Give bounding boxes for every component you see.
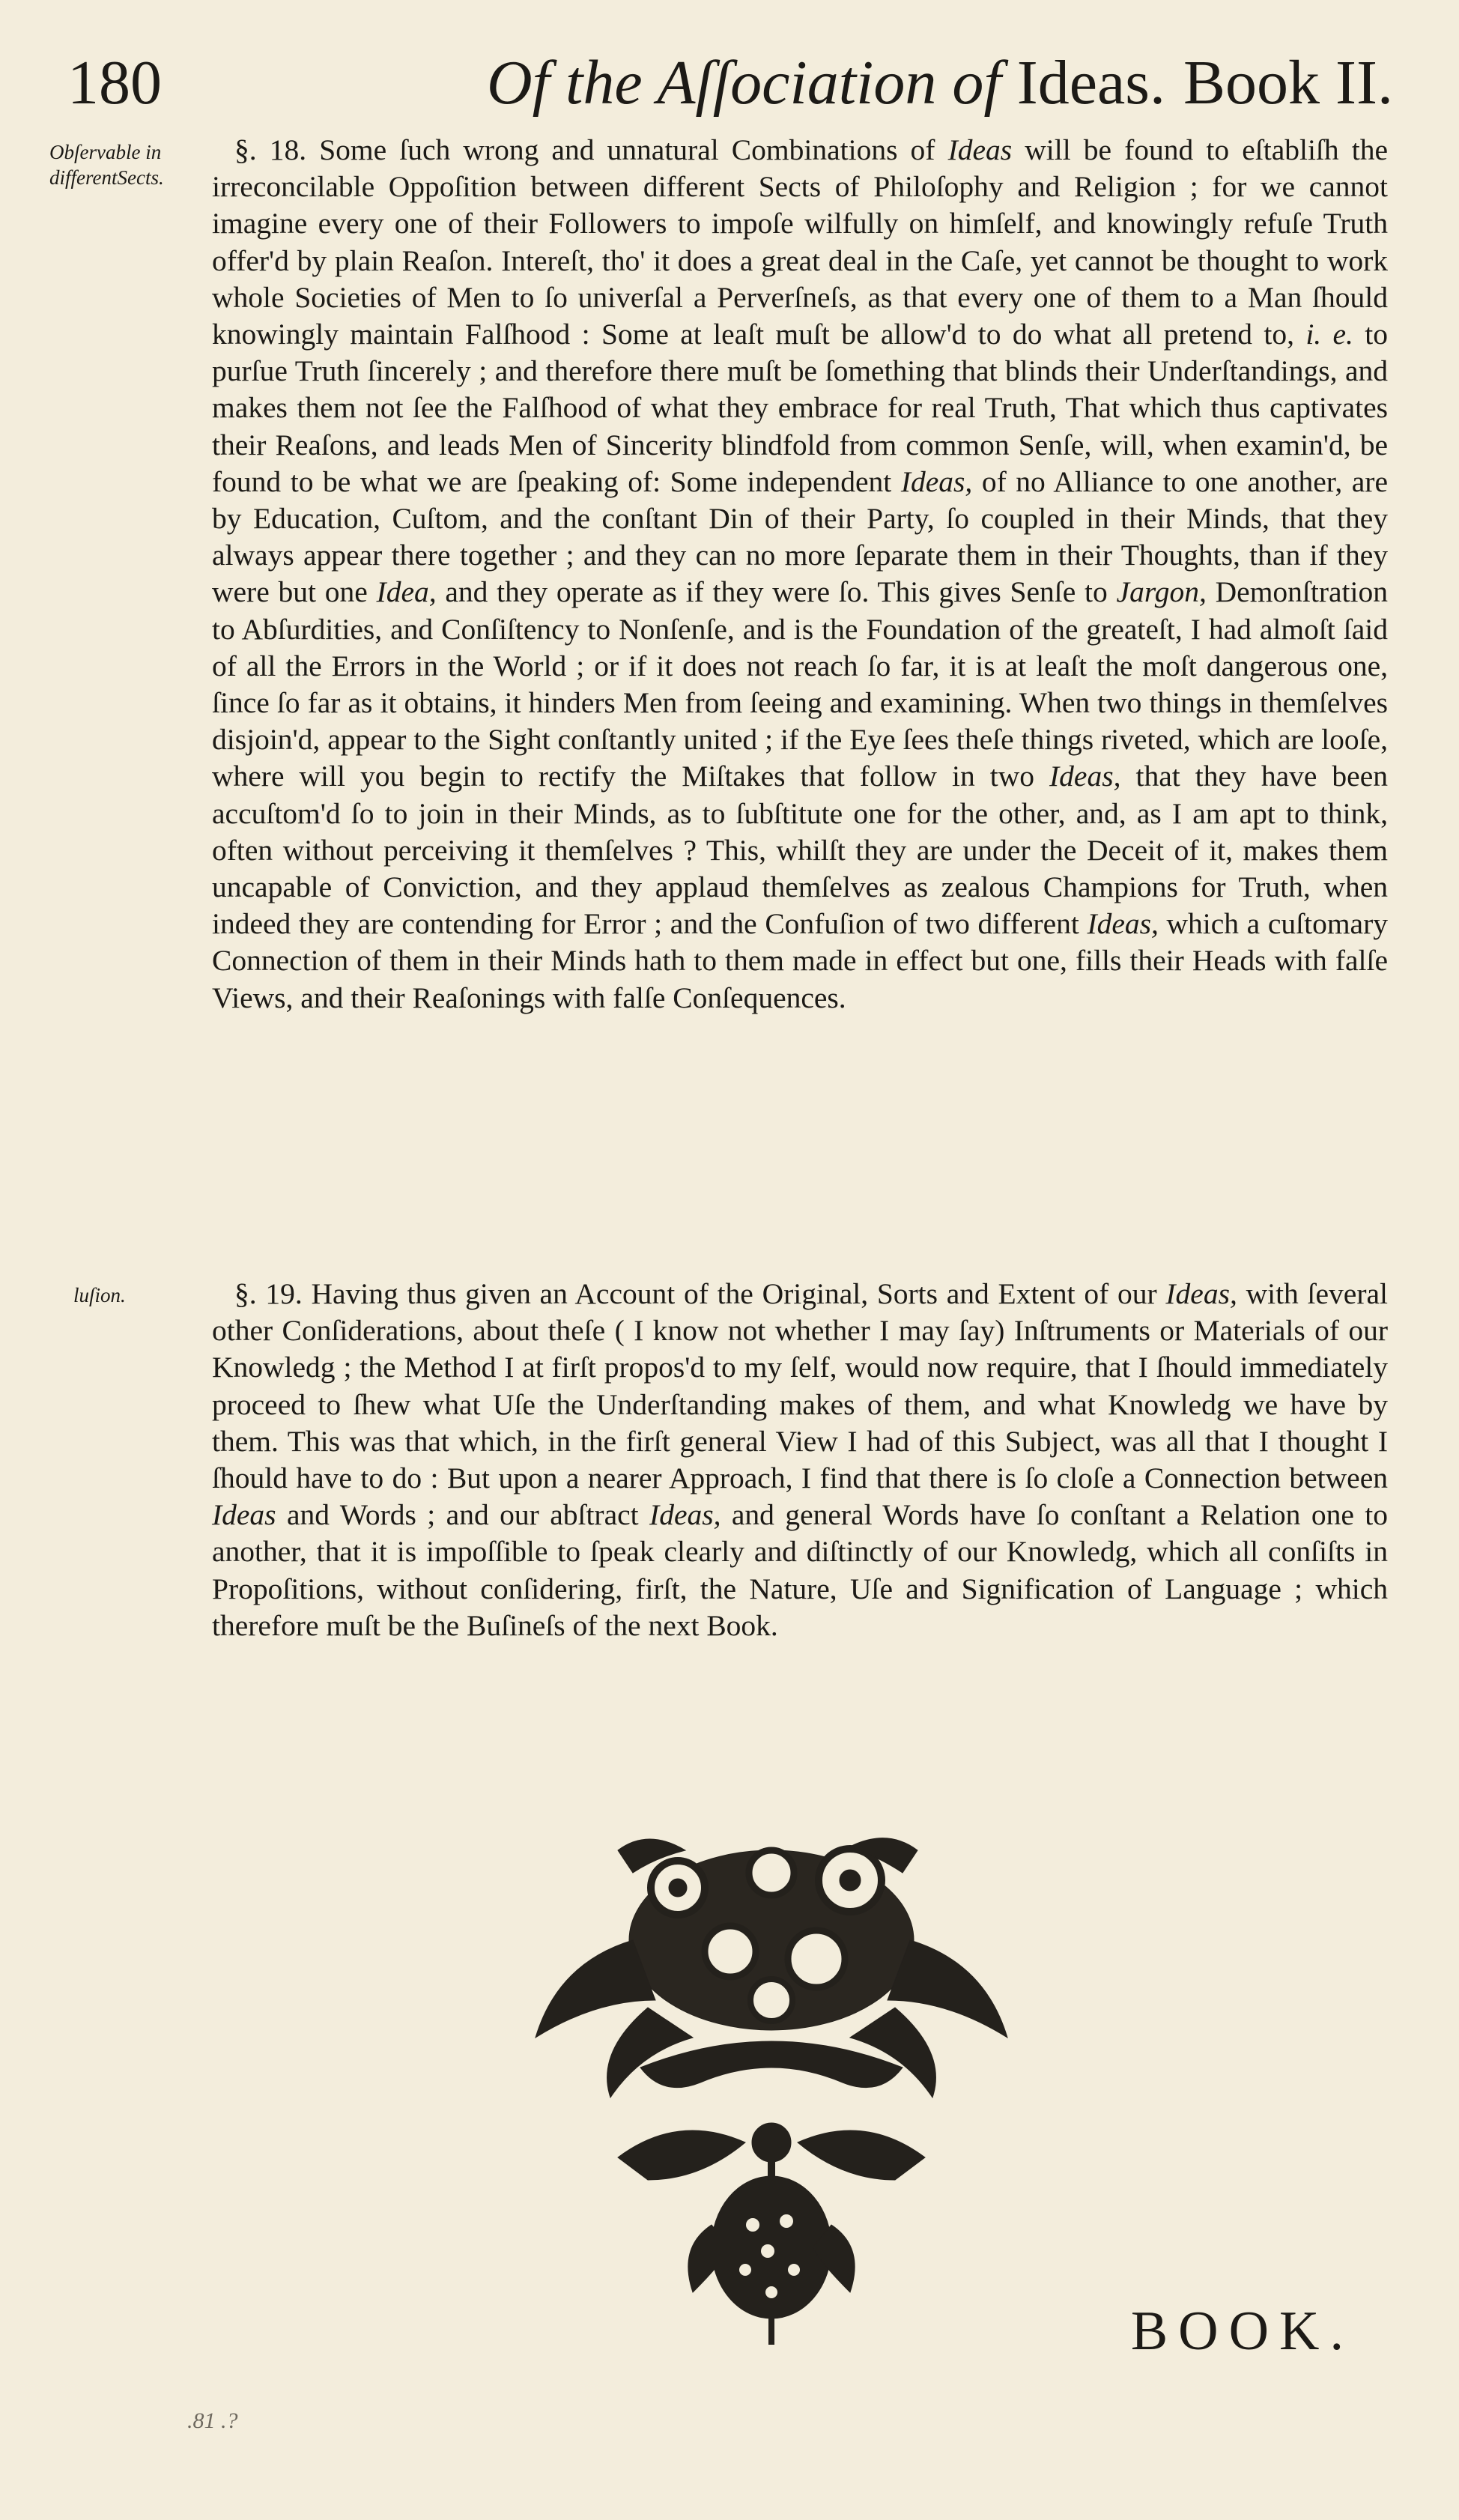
- italic-term: Jargon,: [1116, 575, 1207, 609]
- section-number: §. 18.: [234, 133, 307, 166]
- text-run: which a cuſtomary Connection of them in their Minds hath to them made in effect but one, fills their Heads with falſe Views, and their Reaſonings with falſe Conſequences.: [212, 907, 1388, 1014]
- margin-note-observable: Obſervable in differentSects.: [49, 141, 164, 189]
- italic-term: Idea,: [376, 575, 437, 609]
- text-run: with ſeveral other Conſiderations, about theſe ( I know not whether I may ſay) Inſtruments or Materials of our Knowledg ; the Method I at firſt propos'd to my ſelf, would now require, that I ſhould immediately proceed to ſhew what Uſe the Underſtanding makes of them, and what Knowledg we have by them. This was that which, in the firſt general View I had of this Subject, was all that I thought I ſhould have to do : But upon a nearer Approach, I find that there is ſo cloſe a Connection between: [212, 1277, 1388, 1495]
- text-run: Some ſuch wrong and unnatural Combinations of: [319, 133, 948, 166]
- floral-tailpiece-ornament: [528, 1828, 1015, 2345]
- italic-term: Ideas: [947, 133, 1013, 166]
- section-number: §. 19.: [234, 1277, 303, 1310]
- italic-term: Ideas,: [1165, 1277, 1237, 1310]
- page-number: 180: [67, 48, 162, 118]
- running-title-ideas: Ideas.: [1016, 48, 1165, 118]
- text-run: that they have been accuſtom'd ſo to join in their Minds, as to ſubſtitute one for the other, and, as I am apt to think, often without perceiving it themſelves ? This, whilſt they are under the Deceit of it, makes them uncapable of Conviction, and they applaud themſelves as zealous Champions for Truth, when indeed they are contending for Error ; and the Confuſion of two different: [212, 760, 1388, 941]
- text-run: will be found to eſtabliſh the irreconcilable Oppoſition between different Sects of Philoſophy and Religion ; for we cannot imagine every one of their Followers to impoſe wilfully on himſelf, and knowingly refuſe Truth offer'd by plain Reaſon. Intereſt, tho' it does a great deal in the Caſe, yet cannot be thought to work whole Societies of Men to ſo univerſal a Perverſneſs, as that every one of them to a Man ſhould knowingly maintain Falſhood : Some at leaſt muſt be allow'd to do what all pretend to,: [212, 133, 1389, 351]
- signature-mark: .81 .?: [187, 2408, 238, 2433]
- text-run: and general Words have ſo conſtant a Relation one to another, that it is impoſſible to ſpeak clearly and diſtinctly of our Knowledg, which all conſiſts in Propoſitions, without conſidering, firſt, the Nature, Uſe and Signification of Language ; which therefore muſt be the Buſineſs of the next Book.: [212, 1498, 1389, 1642]
- text-run: and they operate as if they were ſo. This gives Senſe to: [436, 575, 1117, 609]
- italic-term: Ideas,: [1049, 760, 1121, 793]
- text-run: to purſue Truth ſincerely ; and therefore there muſt be ſomething that blinds their Underſtandings, and makes them not ſee the Falſhood of what they embrace for real Truth, That which thus captivates their Reaſons, and leads Men of Sincerity blindfold from common Senſe, will, when examin'd, be found to be what we are ſpeaking of: Some independent: [212, 318, 1388, 498]
- section-19-paragraph: [212, 1276, 1388, 1644]
- text-run: of no Alliance to one another, are by Education, Cuſtom, and the conſtant Din of their Party, ſo coupled in their Minds, that they always appear there together ; and they can no more ſeparate them in their Thoughts, than if they were but one: [212, 464, 1388, 609]
- book-label: Book II.: [1183, 48, 1393, 118]
- text-run: and Words ; and our abſtract: [276, 1498, 650, 1532]
- running-head: [67, 46, 1393, 121]
- italic-term: Ideas: [212, 1498, 276, 1532]
- italic-term: Ideas,: [649, 1498, 721, 1532]
- italic-term: i. e.: [1305, 318, 1353, 351]
- margin-note-conclusion: luſion.: [73, 1284, 126, 1306]
- running-title-italic: Of the Aſſociation of: [487, 48, 1001, 118]
- italic-term: Ideas,: [1087, 907, 1159, 941]
- section-18-paragraph: [212, 132, 1388, 1017]
- text-run: Demonſtration to Abſurdities, and Conſiſtency to Nonſenſe, and is the Foundation of the greateſt, I had almoſt ſaid of all the Errors in the World ; or if it does not reach ſo far, it is at leaſt the moſt dangerous one, ſince ſo far as it obtains, it hinders Men from ſeeing and examining. When two things in themſelves disjoin'd, appear to the Sight conſtantly united ; if the Eye ſees theſe things riveted, which are looſe, where will you begin to rectify the Miſtakes that follow in two: [212, 575, 1389, 793]
- catchword: BOOK.: [1130, 2301, 1354, 2362]
- running-title: [487, 46, 1165, 119]
- italic-term: Ideas,: [900, 464, 973, 498]
- text-run: Having thus given an Account of the Original, Sorts and Extent of our: [311, 1277, 1166, 1310]
